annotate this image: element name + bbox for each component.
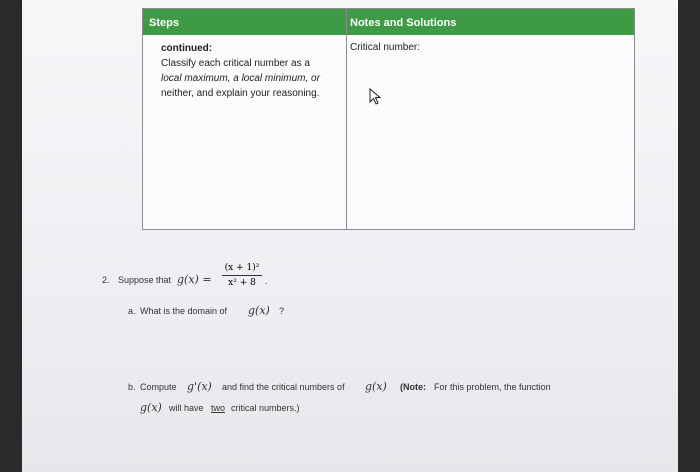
- part-b-math-1: g'(x): [187, 380, 212, 393]
- steps-line-3: neither, and explain your reasoning.: [161, 88, 320, 99]
- steps-line-1: Classify each critical number as a: [161, 58, 310, 69]
- part-b-math-3: g(x): [140, 401, 162, 414]
- part-b-two: two: [211, 403, 226, 413]
- fraction-numerator: (x + 1)²: [224, 263, 260, 273]
- header-notes: Notes and Solutions: [350, 17, 457, 29]
- question-2-lead: Suppose that: [118, 275, 172, 285]
- fraction-denominator: x² + 8: [228, 278, 256, 288]
- part-b-text-4: critical numbers.): [231, 403, 300, 413]
- steps-title: continued:: [161, 43, 213, 54]
- fraction-bar: [222, 275, 262, 276]
- steps-table: [142, 8, 635, 230]
- part-a-text: What is the domain of: [140, 306, 228, 316]
- notes-cell[interactable]: Critical number:: [350, 42, 421, 53]
- part-b-text-2: and find the critical numbers of: [222, 382, 345, 392]
- part-b-note-label: (Note:: [400, 382, 426, 392]
- part-a-question-mark: ?: [279, 306, 285, 316]
- table-header: [143, 9, 634, 35]
- part-b-note-text: For this problem, the function: [434, 382, 551, 392]
- header-steps: Steps: [149, 17, 179, 29]
- steps-line-2: local maximum, a local minimum, or: [161, 73, 320, 84]
- part-b-math-2: g(x): [365, 380, 387, 393]
- part-b-text-1: Compute: [140, 382, 177, 392]
- mouse-pointer-icon: [369, 88, 383, 106]
- column-divider: [346, 9, 347, 229]
- question-2-number: 2.: [102, 275, 110, 285]
- part-a-label: a.: [128, 306, 136, 316]
- part-a-math: g(x): [248, 304, 270, 317]
- function-end-dot: .: [265, 276, 268, 286]
- part-b-label: b.: [128, 382, 136, 392]
- worksheet-page: [22, 0, 678, 472]
- function-lhs: g(x) =: [177, 273, 212, 286]
- part-b-text-3: will have: [169, 403, 204, 413]
- steps-cell: [161, 41, 343, 101]
